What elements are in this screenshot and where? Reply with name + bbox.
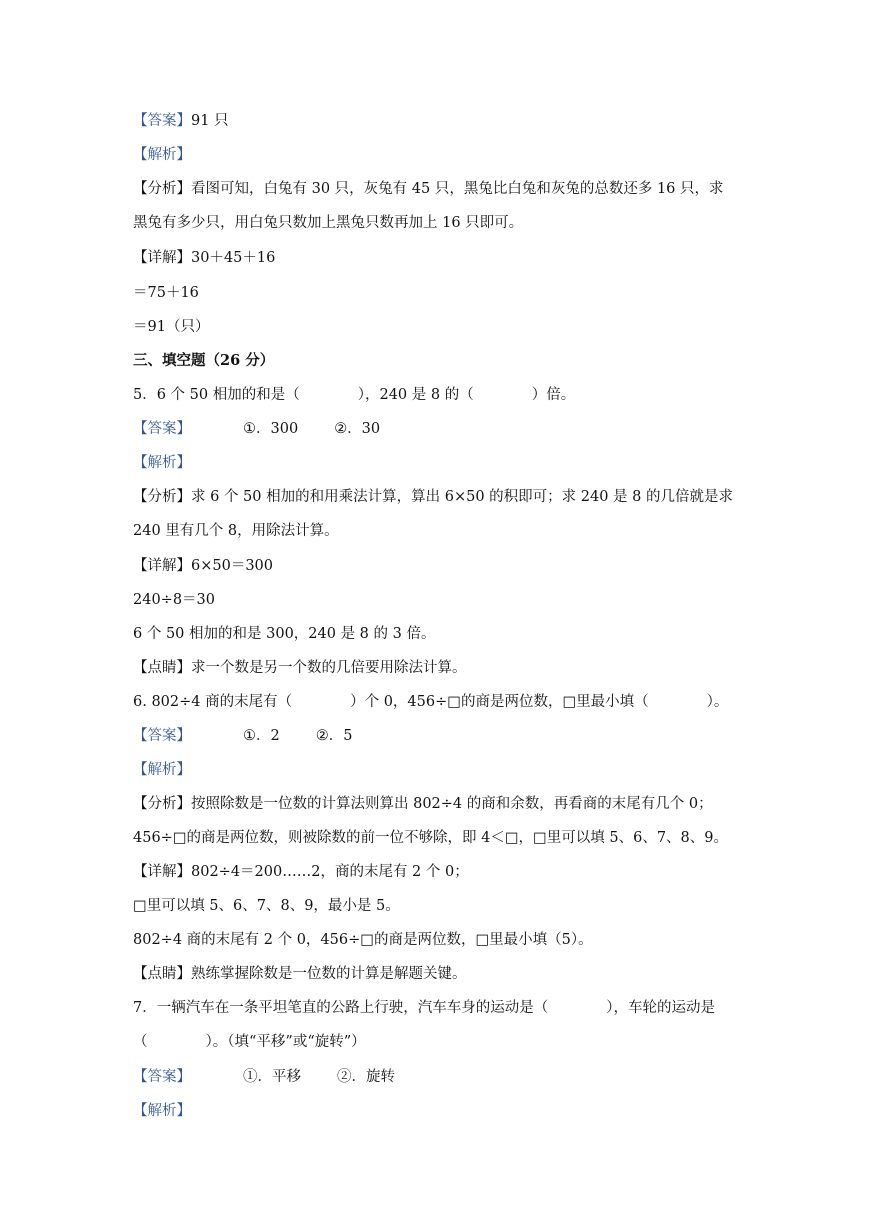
- xiangjie-label: 【详解】: [133, 864, 191, 880]
- answer-item-2: ②．5: [315, 728, 353, 744]
- q5-fenxi-line1: [133, 487, 733, 507]
- answer-label: 【答案】: [133, 728, 191, 744]
- fenxi-label: 【分析】: [133, 489, 191, 505]
- xiangjie-text: 802÷4＝200……2，商的末尾有 2 个 0；: [191, 864, 469, 880]
- dianjing-label: 【点睛】: [133, 966, 191, 982]
- fenxi-text: 求 6 个 50 相加的和用乘法计算，算出 6×50 的积即可；求 240 是 8 的几倍就是求: [191, 489, 733, 505]
- answer-item-1: ①．300: [243, 421, 299, 437]
- q5-xiangjie-line2: 240÷8＝30: [133, 592, 216, 608]
- answer-item-2: ②．旋转: [337, 1069, 395, 1085]
- q6-xiangjie-line2: □里可以填 5、6、7、8、9，最小是 5。: [133, 898, 400, 914]
- q5-question: 5．6 个 50 相加的和是（ ），240 是 8 的（ ）倍。: [133, 387, 576, 403]
- answer-text: 91 只: [191, 113, 229, 129]
- fenxi-text: 按照除数是一位数的计算法则算出 802÷4 的商和余数，再看商的末尾有几个 0；: [191, 796, 713, 812]
- dianjing-text: 熟练掌握除数是一位数的计算是解题关键。: [191, 966, 467, 982]
- section-title: 三、填空题（26 分）: [133, 352, 275, 369]
- fenxi-label: 【分析】: [133, 181, 191, 197]
- q7-question-line1: 7．一辆汽车在一条平坦笔直的公路上行驶，汽车车身的运动是（ ），车轮的运动是: [133, 1000, 715, 1016]
- q7-question-line2: （ ）。（填“平移”或“旋转”）: [133, 1034, 366, 1050]
- q5-dianjing-line: [133, 658, 467, 678]
- answer-item-1: ①．2: [243, 728, 280, 744]
- xiangjie-label: 【详解】: [133, 558, 191, 574]
- xiangjie-text: 30＋45＋16: [191, 250, 276, 266]
- xiangjie-text: 6×50＝300: [191, 558, 274, 574]
- q7-analysis-label: 【解析】: [133, 1103, 191, 1119]
- fenxi-label: 【分析】: [133, 796, 191, 812]
- q4-xiangjie-line1: [133, 248, 275, 268]
- dianjing-text: 求一个数是另一个数的几倍要用除法计算。: [191, 660, 467, 676]
- answer-label: 【答案】: [133, 421, 191, 437]
- q5-answer-line: [133, 419, 380, 439]
- q5-xiangjie-line1: [133, 556, 273, 576]
- q6-analysis-label: 【解析】: [133, 762, 191, 778]
- xiangjie-label: 【详解】: [133, 250, 191, 266]
- answer-item-2: ②．30: [334, 421, 381, 437]
- q4-answer-line: [133, 111, 229, 131]
- q5-xiangjie-line3: 6 个 50 相加的和是 300，240 是 8 的 3 倍。: [133, 626, 436, 642]
- q7-answer-line: [133, 1067, 395, 1087]
- fenxi-text: 看图可知，白兔有 30 只，灰兔有 45 只，黑兔比白兔和灰兔的总数还多 16 只，求: [191, 181, 724, 197]
- answer-item-1: ①．平移: [243, 1069, 301, 1085]
- q6-xiangjie-line1: [133, 862, 469, 882]
- q4-fenxi-line2: 黑兔有多少只，用白兔只数加上黑兔只数再加上 16 只即可。: [133, 215, 524, 231]
- q6-xiangjie-line3: 802÷4 商的末尾有 2 个 0，456÷□的商是两位数，□里最小填（5）。: [133, 932, 593, 948]
- dianjing-label: 【点睛】: [133, 660, 191, 676]
- q6-question: 6. 802÷4 商的末尾有（ ）个 0，456÷□的商是两位数，□里最小填（ ）。: [133, 694, 729, 710]
- answer-label: 【答案】: [133, 1069, 191, 1085]
- q5-fenxi-line2: 240 里有几个 8，用除法计算。: [133, 523, 339, 539]
- q6-dianjing-line: [133, 964, 467, 984]
- q4-xiangjie-line2: ＝75＋16: [133, 285, 199, 301]
- answer-label: 【答案】: [133, 113, 191, 129]
- q4-xiangjie-line3: ＝91（只）: [133, 319, 210, 335]
- q4-fenxi-line1: [133, 179, 724, 199]
- q6-fenxi-line2: 456÷□的商是两位数，则被除数的前一位不够除，即 4＜□，□里可以填 5、6、7、8、9。: [133, 830, 728, 846]
- q6-fenxi-line1: [133, 794, 713, 814]
- q6-answer-line: [133, 726, 352, 746]
- q5-analysis-label: 【解析】: [133, 455, 191, 471]
- q4-analysis-label: 【解析】: [133, 147, 191, 163]
